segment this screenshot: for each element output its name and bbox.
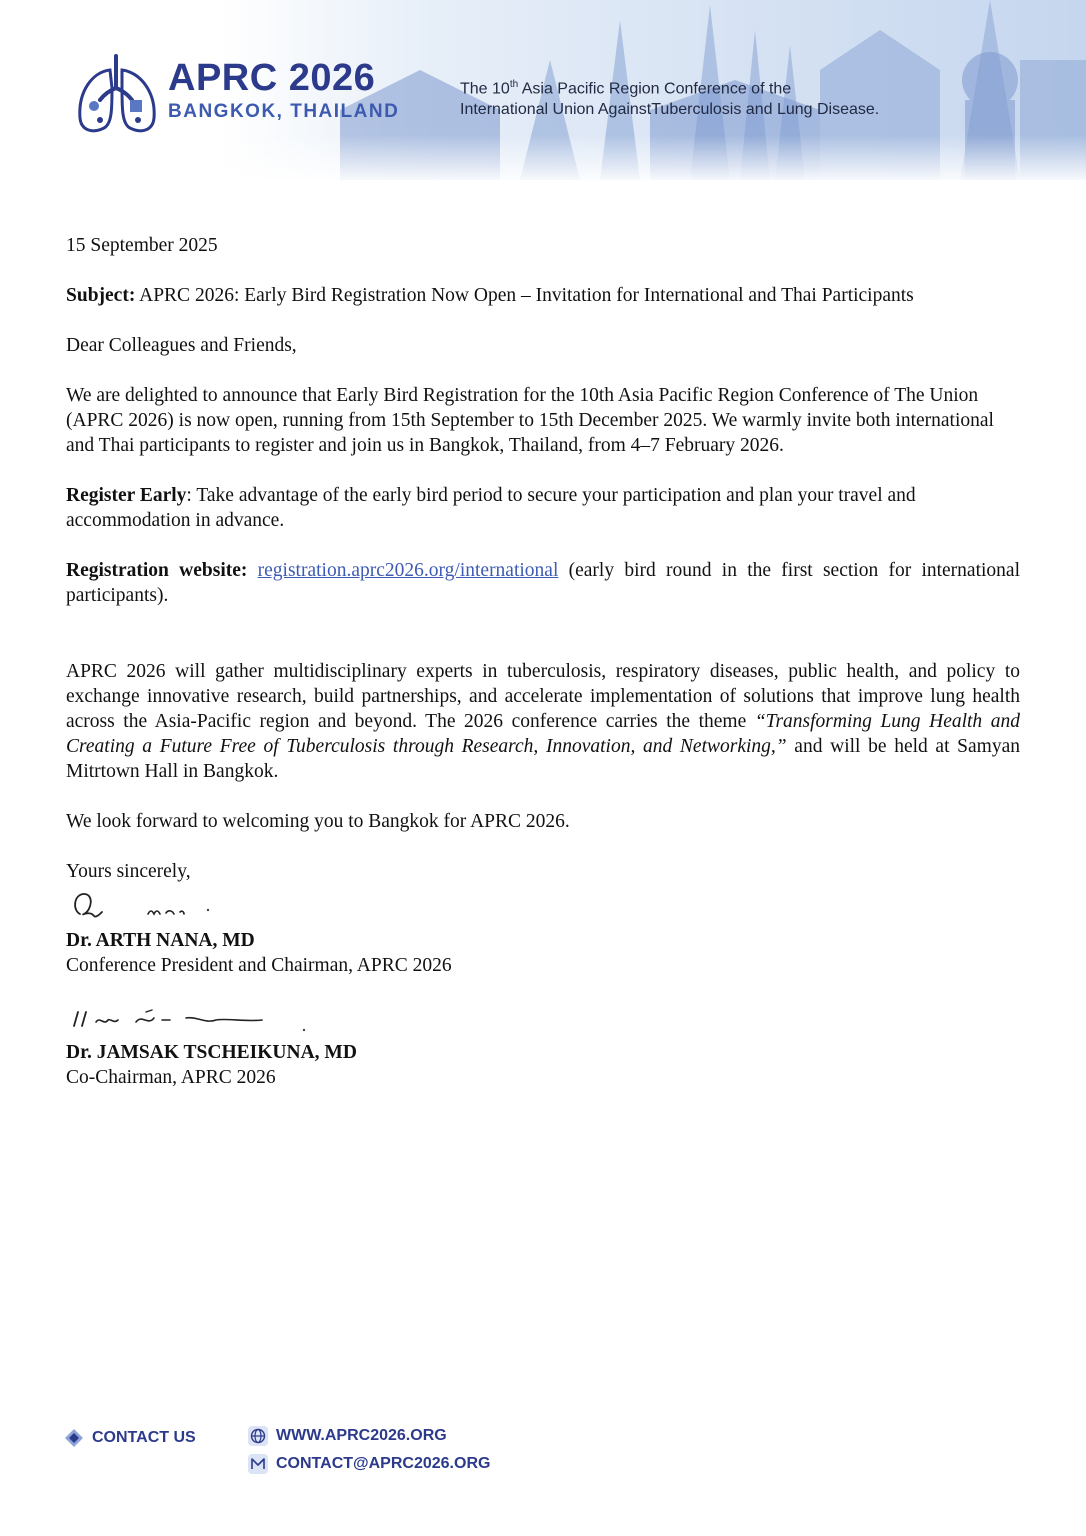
tagline-line1-pre: The 10	[460, 80, 510, 98]
body-main: APRC 2026 will gather multidisciplinary experts in tuberculosis, respiratory diseases, public health, and policy to exchange innovative research, build partnerships, and accelerate implementation of solutions that improve lung health across the Asia-Pacific region and beyond. The 2026 conference carries the theme	[66, 661, 1020, 732]
brand-title: APRC 2026	[168, 57, 376, 99]
brand-block	[168, 58, 399, 124]
main-paragraph	[66, 659, 1020, 784]
website-label: Registration website:	[66, 560, 248, 581]
conference-tagline	[460, 74, 879, 120]
footer-email[interactable]	[248, 1454, 490, 1474]
register-early-paragraph	[66, 483, 1020, 533]
register-label: Register Early	[66, 485, 187, 506]
salutation: Dear Colleagues and Friends,	[66, 335, 297, 356]
footer-website[interactable]	[248, 1426, 447, 1446]
valediction: Yours sincerely,	[66, 861, 191, 882]
signature-1	[66, 880, 226, 928]
signer-1-name: Dr. ARTH NANA, MD	[66, 930, 255, 951]
intro-paragraph: We are delighted to announce that Early Bird Registration for the 10th Asia Pacific Region Conference of The Union (APRC 2026) is now open, running from 15th September to 15th December 2025. We warmly invite both international and Thai participants to register and join us in Bangkok, Thailand, from 4–7 February 2026.	[66, 385, 994, 456]
contact-us-label-group	[64, 1428, 196, 1448]
footer-email-text[interactable]: CONTACT@APRC2026.ORG	[276, 1455, 491, 1472]
registration-website-paragraph	[66, 558, 1020, 608]
subject-text: APRC 2026: Early Bird Registration Now Open – Invitation for International and Thai Participants	[135, 285, 914, 306]
lungs-logo-icon	[72, 48, 164, 140]
closing-line: We look forward to welcoming you to Bangkok for APRC 2026.	[66, 811, 570, 832]
letter-body	[66, 233, 1020, 1090]
signature-2	[66, 996, 326, 1040]
tagline-line1-post: Asia Pacific Region Conference of the	[518, 80, 792, 98]
letterhead	[0, 0, 1086, 180]
registration-link[interactable]: registration.aprc2026.org/international	[257, 560, 559, 581]
register-text: : Take advantage of the early bird period to secure your participation and plan your travel and accommodation in advance.	[66, 485, 916, 531]
signer-2-title: Co-Chairman, APRC 2026	[66, 1067, 276, 1088]
letter-date: 15 September 2025	[66, 235, 218, 256]
footer-website-text[interactable]: WWW.APRC2026.ORG	[276, 1427, 447, 1444]
diamond-icon	[64, 1428, 84, 1448]
subject-line	[66, 283, 1020, 308]
spacer	[66, 633, 1020, 659]
signer-1-title: Conference President and Chairman, APRC 2026	[66, 955, 452, 976]
mail-icon	[248, 1454, 268, 1474]
brand-location: BANGKOK, THAILAND	[168, 101, 400, 122]
footer	[64, 1424, 764, 1484]
signer-2-name: Dr. JAMSAK TSCHEIKUNA, MD	[66, 1042, 357, 1063]
subject-label: Subject:	[66, 285, 136, 306]
globe-icon	[248, 1426, 268, 1446]
contact-us-label: CONTACT US	[92, 1429, 196, 1446]
body-end: and will be held at Samyan Mitrtown Hall in Bangkok.	[66, 736, 1020, 782]
tagline-line2: International Union AgainstTuberculosis and Lung Disease.	[460, 101, 880, 119]
website-note: (early bird round in the first section for international participants).	[66, 560, 1020, 606]
conference-theme: “Transforming Lung Health and Creating a Future Free of Tuberculosis through Research, Innovation, and Networking,”	[66, 711, 1020, 757]
tagline-line1-sup: th	[509, 79, 519, 90]
